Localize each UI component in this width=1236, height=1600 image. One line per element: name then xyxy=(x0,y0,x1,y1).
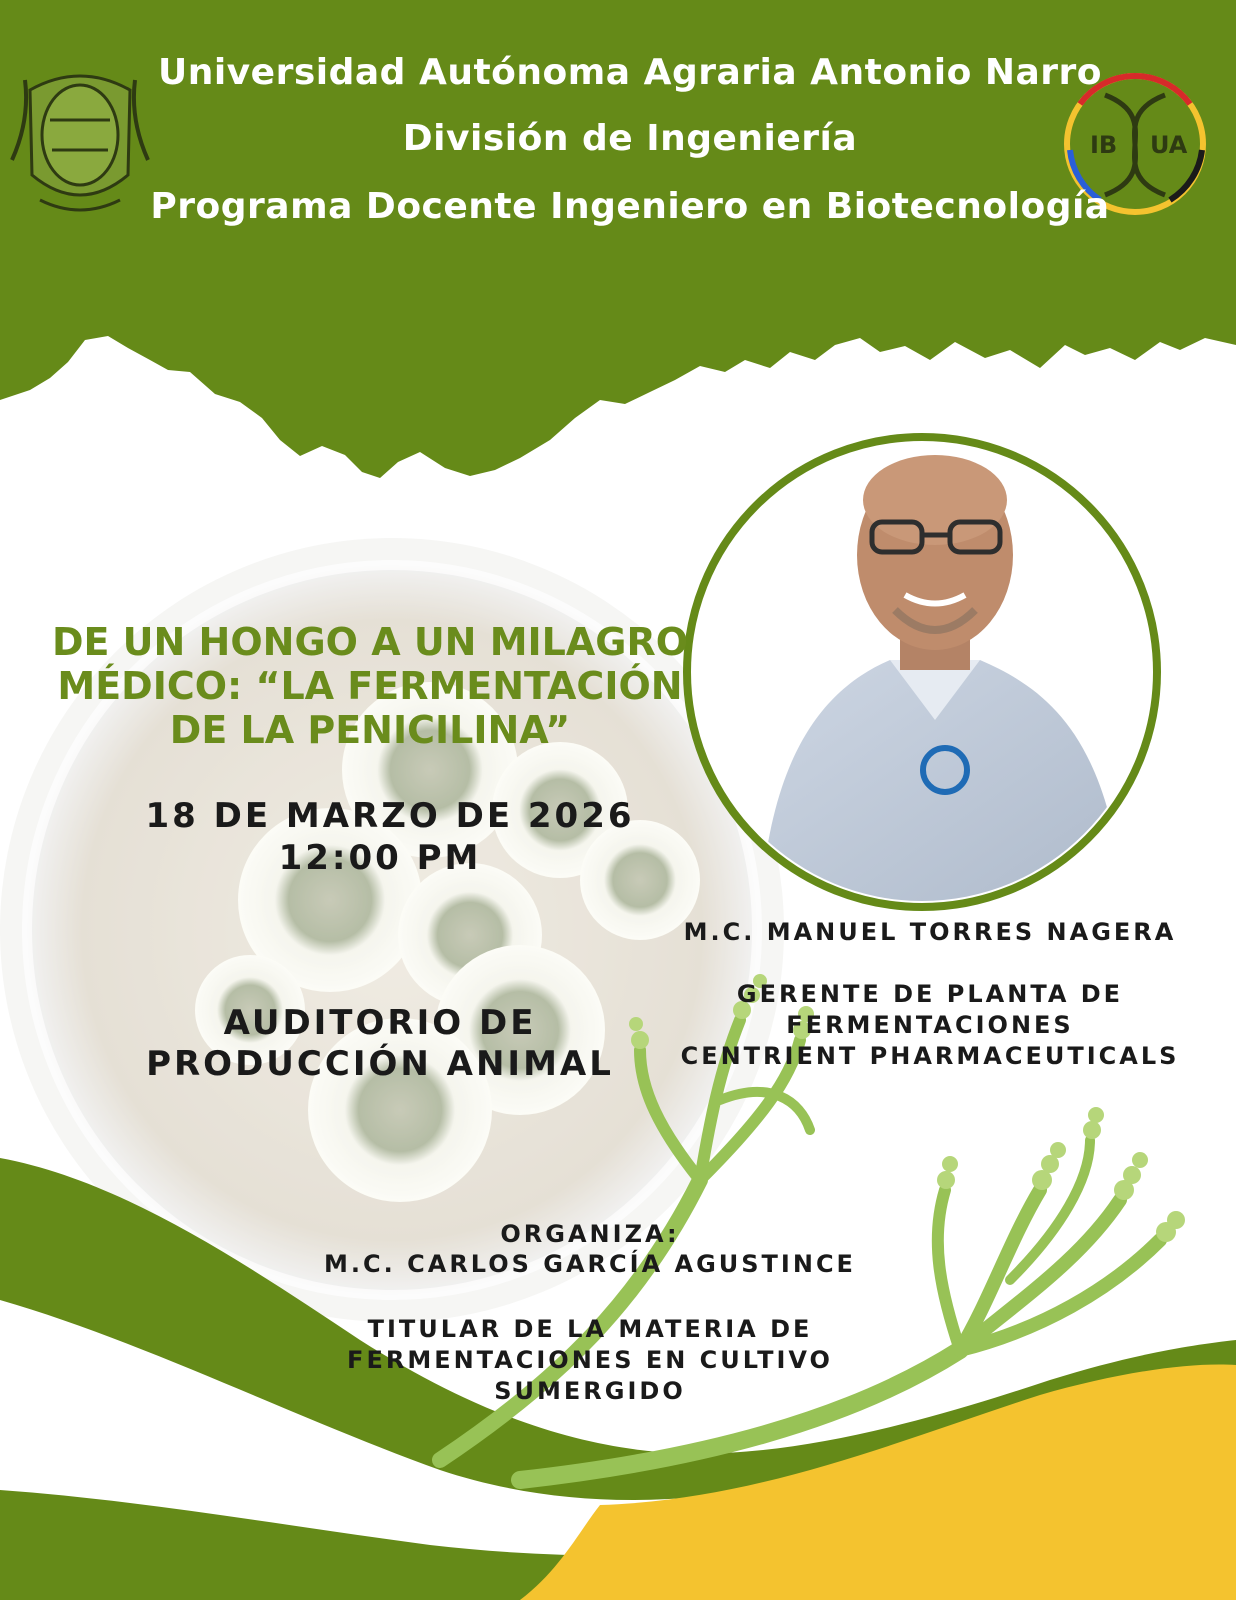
organizer-label: ORGANIZA: xyxy=(500,1220,680,1248)
header-program: Programa Docente Ingeniero en Biotecnología xyxy=(150,186,1110,227)
talk-title-line2: MÉDICO: “LA FERMENTACIÓN xyxy=(57,664,683,708)
organizer-name: M.C. CARLOS GARCÍA AGUSTINCE xyxy=(324,1250,856,1278)
event-venue-line1: AUDITORIO DE xyxy=(223,1003,537,1043)
event-venue-line2: PRODUCCIÓN ANIMAL xyxy=(146,1044,614,1084)
header-university: Universidad Autónoma Agraria Antonio Narro xyxy=(157,52,1103,93)
talk-title-line1: DE UN HONGO A UN MILAGRO xyxy=(51,620,689,664)
organizer-role-line3: SUMERGIDO xyxy=(494,1377,686,1405)
speaker-name: M.C. MANUEL TORRES NAGERA xyxy=(683,918,1177,946)
event-time: 12:00 PM xyxy=(278,838,482,878)
ibua-logo-ib: IB xyxy=(1090,131,1118,159)
ibua-logo-ua: UA xyxy=(1150,131,1188,159)
organizer-role-line1: TITULAR DE LA MATERIA DE xyxy=(367,1315,813,1343)
talk-title-line3: DE LA PENICILINA” xyxy=(169,708,571,752)
organizer-role-line2: FERMENTACIONES EN CULTIVO xyxy=(347,1346,833,1374)
event-date: 18 DE MARZO DE 2026 xyxy=(145,796,635,836)
talk-title xyxy=(50,620,690,752)
header-division: División de Ingeniería xyxy=(402,118,858,159)
speaker-role-line2: FERMENTACIONES xyxy=(786,1011,1074,1039)
speaker-role-line1: GERENTE DE PLANTA DE xyxy=(736,980,1124,1008)
speaker-role-line3: CENTRIENT PHARMACEUTICALS xyxy=(680,1042,1180,1070)
